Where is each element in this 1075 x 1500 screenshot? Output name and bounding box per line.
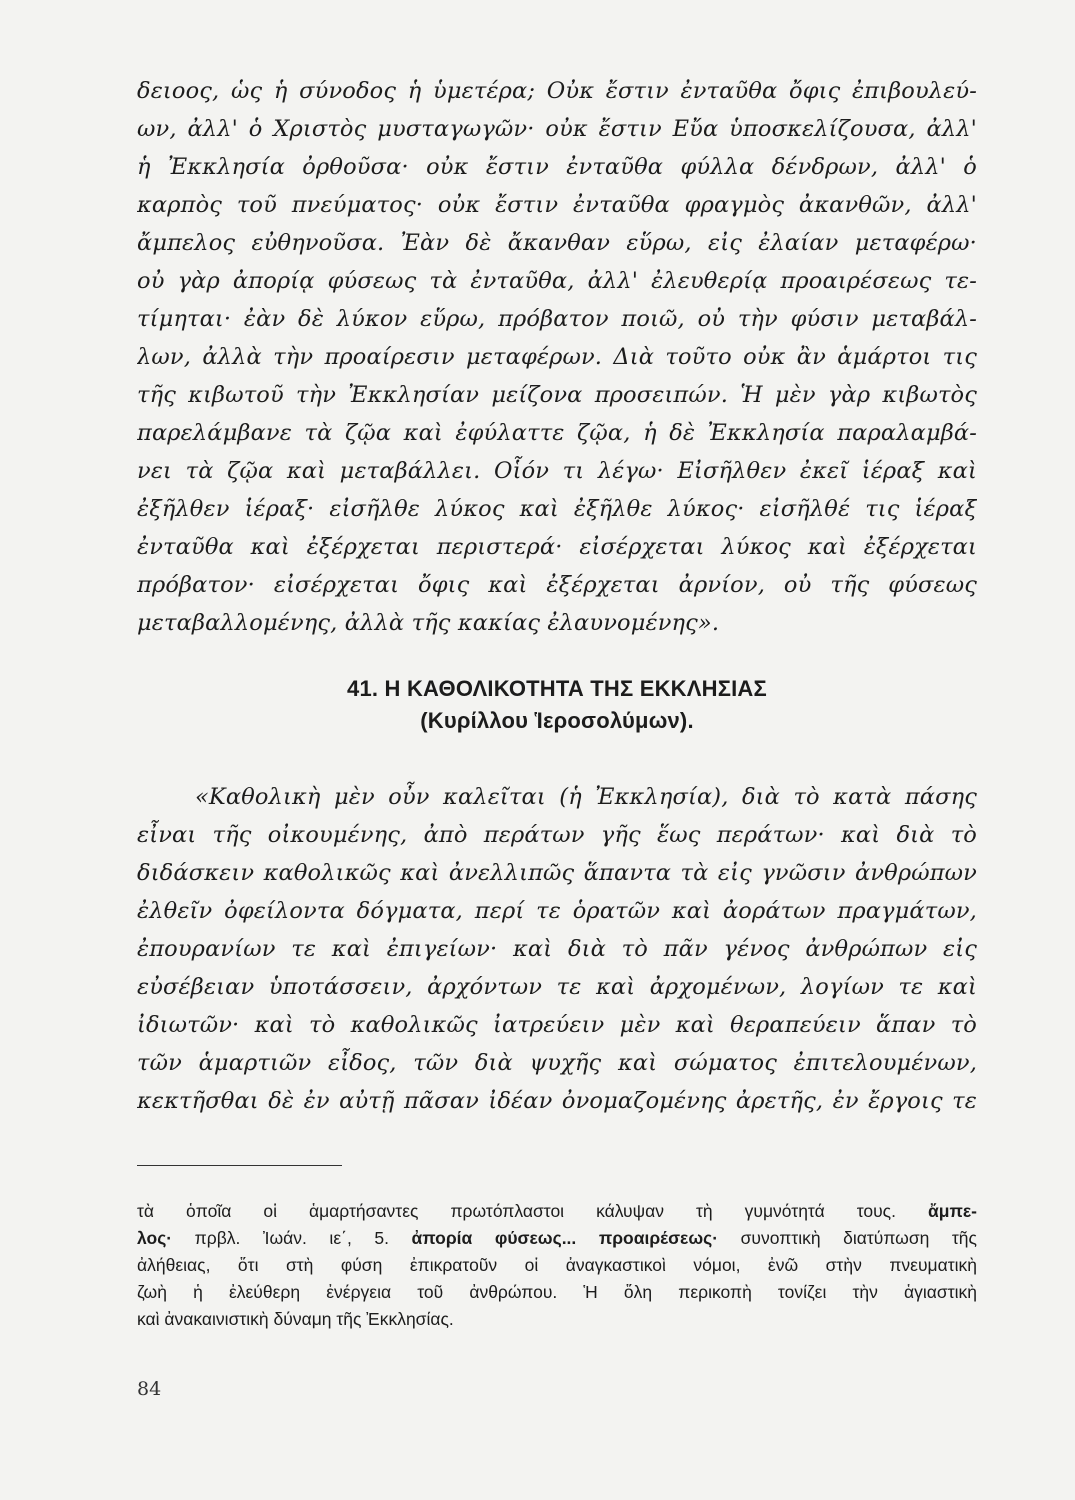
text-line: καρπὸς τοῦ πνεύματος· οὐκ ἔστιν ἐνταῦθα φραγμὸς ἀκανθῶν, ἀλλ' — [137, 192, 977, 218]
text-line: ἐξῆλθεν ἱέραξ· εἰσῆλθε λύκος καὶ ἐξῆλθε λύκος· εἰσῆλθέ τις ἱέραξ — [137, 496, 977, 522]
text-line: εὐσέβειαν ὑποτάσσειν, ἀρχόντων τε καὶ ἀρχομένων, λογίων τε καὶ — [137, 974, 977, 1000]
footnote-line: ζωὴ ἡ ἐλεύθερη ἐνέργεια τοῦ ἀνθρώπου. Ἡ ὅλη περικοπὴ τονίζει τὴν ἁγιαστικὴ — [137, 1282, 977, 1302]
footnote-term: ἄμπε- — [928, 1201, 977, 1221]
footnote-text: τὰ ὁποῖα οἱ ἁμαρτήσαντες πρωτόπλαστοι κάλυψαν τὴ γυμνότητά τους. — [137, 1201, 896, 1221]
text-line: τίμηται· ἐὰν δὲ λύκον εὕρω, πρόβατον ποιῶ, οὐ τὴν φύσιν μεταβάλ- — [137, 306, 977, 332]
footnote-divider — [137, 1165, 342, 1166]
text-line: ἐνταῦθα καὶ ἐξέρχεται περιστερά· εἰσέρχεται λύκος καὶ ἐξέρχεται — [137, 534, 977, 560]
text-line: ἐλθεῖν ὀφείλοντα δόγματα, περί τε ὁρατῶν καὶ ἀοράτων πραγμάτων, — [137, 898, 977, 924]
footnote-line — [137, 1198, 977, 1225]
footnote-text: πρβλ. Ἰωάν. ιε΄, 5. — [172, 1228, 412, 1248]
footnote-text: συνοπτικὴ διατύπωση τῆς — [718, 1228, 977, 1248]
text-line: μεταβαλλομένης, ἀλλὰ τῆς κακίας ἐλαυνομένης». — [137, 610, 720, 636]
text-line: οὐ γὰρ ἀπορίᾳ φύσεως τὰ ἐνταῦθα, ἀλλ' ἐλευθερίᾳ προαιρέσεως τε- — [137, 268, 977, 294]
text-line: παρελάμβανε τὰ ζῷα καὶ ἐφύλαττε ζῷα, ἡ δὲ Ἐκκλησία παραλαμβά- — [137, 420, 977, 446]
text-line: ων, ἀλλ' ὁ Χριστὸς μυσταγωγῶν· οὐκ ἔστιν Εὔα ὑποσκελίζουσα, ἀλλ' — [137, 116, 977, 142]
text-line: κεκτῆσθαι δὲ ἐν αὐτῇ πᾶσαν ἰδέαν ὀνομαζομένης ἀρετῆς, ἐν ἔργοις τε — [137, 1088, 977, 1114]
text-line: ἡ Ἐκκλησία ὀρθοῦσα· οὐκ ἔστιν ἐνταῦθα φύλλα δένδρων, ἀλλ' ὁ — [137, 154, 977, 180]
footnote-line: ἀλήθειας, ὅτι στὴ φύση ἐπικρατοῦν οἱ ἀναγκαστικοὶ νόμοι, ἐνῶ στὴν πνευματικὴ — [137, 1255, 977, 1275]
text-line: διδάσκειν καθολικῶς καὶ ἀνελλιπῶς ἅπαντα τὰ εἰς γνῶσιν ἀνθρώπων — [137, 860, 977, 886]
text-line: τῶν ἁμαρτιῶν εἶδος, τῶν διὰ ψυχῆς καὶ σώματος ἐπιτελουμένων, — [137, 1050, 977, 1076]
page-number: 84 — [137, 1378, 162, 1400]
top-passage — [137, 72, 977, 642]
text-line: ἐπουρανίων τε καὶ ἐπιγείων· καὶ διὰ τὸ πᾶν γένος ἀνθρώπων εἰς — [137, 936, 977, 962]
text-line: τῆς κιβωτοῦ τὴν Ἐκκλησίαν μείζονα προσειπών. Ἡ μὲν γὰρ κιβωτὸς — [137, 382, 977, 408]
section-title: 41. Η ΚΑΘΟΛΙΚΟΤΗΤΑ ΤΗΣ ΕΚΚΛΗΣΙΑΣ — [347, 676, 767, 701]
text-line: πρόβατον· εἰσέρχεται ὄφις καὶ ἐξέρχεται ἀρνίον, οὐ τῆς φύσεως — [137, 572, 977, 598]
text-line: δειοος, ὡς ἡ σύνοδος ἡ ὑμετέρα; Οὐκ ἔστιν ἐνταῦθα ὄφις ἐπιβουλεύ- — [137, 78, 977, 104]
text-line: νει τὰ ζῷα καὶ μεταβάλλει. Οἷόν τι λέγω· Εἰσῆλθεν ἐκεῖ ἱέραξ καὶ — [137, 458, 977, 484]
footnote-term: ἀπορία φύσεως... προαιρέσεως· — [411, 1228, 719, 1248]
text-line: εἶναι τῆς οἰκουμένης, ἀπὸ περάτων γῆς ἕως περάτων· καὶ διὰ τὸ — [137, 822, 977, 848]
footnote-line: καὶ ἀνακαινιστικὴ δύναμη τῆς Ἐκκλησίας. — [137, 1309, 454, 1329]
text-line: ἰδιωτῶν· καὶ τὸ καθολικῶς ἰατρεύειν μὲν καὶ θεραπεύειν ἅπαν τὸ — [137, 1012, 977, 1038]
text-line: λων, ἀλλὰ τὴν προαίρεσιν μεταφέρων. Διὰ τοῦτο οὐκ ἂν ἁμάρτοι τις — [137, 344, 977, 370]
quote-passage — [137, 778, 977, 1120]
footnote — [137, 1198, 977, 1333]
text-line: «Καθολικὴ μὲν οὖν καλεῖται (ἡ Ἐκκλησία), διὰ τὸ κατὰ πάσης — [195, 784, 977, 810]
footnote-term: λος· — [137, 1228, 173, 1248]
text-line: ἄμπελος εὐθηνοῦσα. Ἐὰν δὲ ἄκανθαν εὕρω, εἰς ἐλαίαν μεταφέρω· — [137, 230, 977, 256]
footnote-line — [137, 1225, 977, 1252]
section-subtitle: (Κυρίλλου Ἱεροσολύμων). — [420, 708, 694, 733]
